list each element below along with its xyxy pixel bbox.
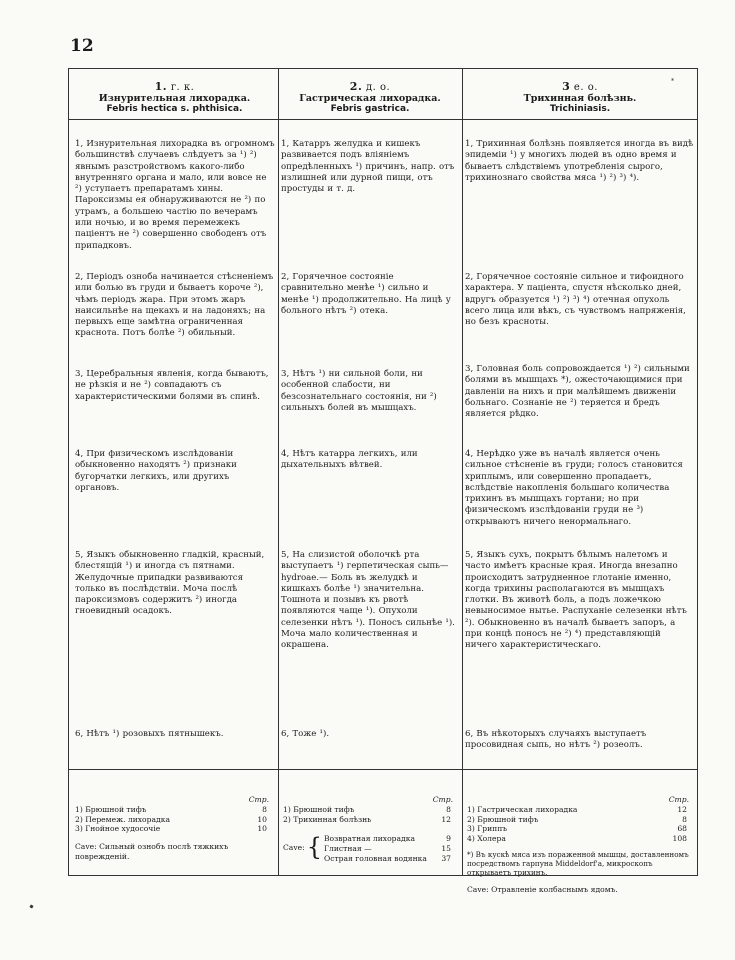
col3-item-3: 3, Головная боль сопровождается ¹) ²) сильными болями въ мышцахъ *), ожесточающимися при давленіи на нихъ и при малѣйшемъ движеніи больнаго. Сознаніе не ²) теряется и бредъ является рѣдко. [465, 364, 690, 420]
ref-row: 4) Холера 108 [467, 834, 687, 844]
col1-item-6: 6, Нѣтъ ¹) розовыхъ пятнышекъ. [75, 729, 224, 739]
col2-item-1: 1, Катарръ желудка и кишекъ развивается подъ вліяніемъ опредѣленныхъ ¹) причинъ, напр. отъ излишней или дурной пищи, отъ простуды и т. д. [281, 139, 455, 195]
col1-item-5: 5, Языкъ обыкновенно гладкій, красный, блестящій ¹) и иногда съ пятнами. Желудочные припадки развиваются только въ послѣдствіи. Моча послѣ пароксизмовъ содержитъ ²) иногда гноевидный осадокъ. [75, 550, 265, 617]
ref-row: 1) Брюшной тифъ 8 [283, 804, 451, 814]
column-title-ru: Гастрическая лихорадка. [299, 93, 441, 104]
col1-footer [75, 795, 273, 862]
page-column-header: Стр. [248, 795, 269, 804]
ref-row: 3) Гнойное худосочіе 10 [75, 824, 267, 834]
col2-footer [283, 795, 457, 864]
column-title-la: Trichiniasis. [549, 104, 611, 114]
asterisk-mark: * [671, 78, 674, 85]
ref-row: 2) Брюшной тифъ 8 [467, 814, 687, 824]
column-title-ru: Изнурительная лихорадка. [98, 93, 251, 104]
ref-row: 2) Перемеж. лихорадка 10 [75, 814, 267, 824]
col1-item-3: 3, Церебральныя явленія, когда бываютъ, не рѣзкія и не ²) совпадаютъ съ характеристическими болями въ спинѣ. [75, 369, 269, 402]
column-title-ru: Трихинная болѣзнь. [523, 93, 637, 104]
scan-speck [29, 904, 33, 908]
header-divider [69, 119, 697, 120]
page-column-header: Стр. [432, 795, 453, 804]
ref-row: 3) Гриппъ 68 [467, 824, 687, 834]
column-header-1: 1. г. к. Изнурительная лихорадка. Febris hectica s. phthisica. [77, 81, 272, 115]
col2-item-5: 5, На слизистой оболочкѣ рта выступаетъ ¹) герпетическая сыпь—hydroae.— Боль въ желудкѣ и кишкахъ болѣе ¹) значительна. Тошнота и позывъ къ рвотѣ появляются чаще ¹). Опухоли селезенки нѣтъ ¹). Поносъ сильнѣе ¹). Моча мало количественная и окрашена. [281, 550, 455, 651]
column-divider [462, 69, 463, 875]
page-column-header: Стр. [668, 795, 689, 804]
col2-item-3: 3, Нѣтъ ¹) ни сильной боли, ни особенной слабости, ни безсознательнаго состоянія, ни ²) сильныхъ болей въ мышцахъ. [281, 369, 437, 413]
column-header-2: 2. д. о. Гастрическая лихорадка. Febris gastrica. [281, 81, 459, 115]
ref-row: 1) Брюшной тифъ 8 [75, 804, 267, 814]
col2-item-6: 6, Тоже ¹). [281, 729, 330, 739]
comparison-table [68, 68, 698, 894]
col1-item-1: 1, Изнурительная лихорадка въ огромномъ большинствѣ случаевъ слѣдуетъ за ¹) ²) явнымъ разстройствомъ какого-либо внутренняго органа и мало, или вовсе не ²) уступаетъ препаратамъ хины. Пароксизмы ея обнаруживаются не ²) по утрамъ, а большею частію по вечерамъ или ночью, и во время перемежекъ паціентъ не ²) совершенно свободенъ отъ припадковъ. [75, 139, 275, 251]
col2-item-2: 2, Горячечное состояніе сравнительно менѣе ¹) сильно и менѣе ¹) продолжительно. На лицѣ у больного нѣтъ ²) отека. [281, 272, 451, 316]
col3-item-4: 4, Нерѣдко уже въ началѣ является очень сильное стѣсненіе въ груди; голосъ становится хриплымъ, или совершенно пропадаетъ, вслѣдствіе накопленія большаго количества трихинъ въ мышцахъ гортани; но при физическомъ изслѣдованіи груди не ³) открываютъ ничего ненормальнаго. [465, 449, 683, 527]
col3-item-5: 5, Языкъ сухъ, покрытъ бѣлымъ налетомъ и часто имѣетъ красные края. Иногда внезапно происходитъ затрудненное глотаніе именно, когда трихины располагаются въ мышцахъ глотки. Въ животѣ боль, а подъ ложечкою невыносимое нытье. Распуханіе селезенки нѣтъ ²). Обыкновенно въ началѣ бываетъ запоръ, а при концѣ поносъ не ²) ⁴) представляющій ничего характеристическаго. [465, 550, 687, 651]
column-divider [278, 69, 279, 875]
col3-footer [467, 795, 693, 895]
col3-item-2: 2, Горячечное состояніе сильное и тифоидного характера. У паціента, спустя нѣсколько дней, вдругъ образуется ¹) ²) ³) ⁴) отечная опухоль всего лица или вѣкъ, съ чувствомъ напряженія, но безъ красноты. [465, 272, 686, 328]
column-title-la: Febris hectica s. phthisica. [106, 104, 243, 114]
col3-item-6: 6, Въ нѣкоторыхъ случаяхъ выступаетъ просовидная сыпь, но нѣтъ ²) розеолъ. [465, 729, 647, 751]
ref-row: 2) Трихинная болѣзнь 12 [283, 814, 451, 824]
footnote: *) Въ кускѣ мяса изъ пораженной мышцы, доставленномъ посредствомъ гарпуна Middeldorf'a, микроскопъ открываетъ трихинъ. [467, 849, 689, 877]
col1-item-2: 2, Періодъ озноба начинается стѣсненіемъ или болью въ груди и бываетъ короче ²), чѣмъ періодъ жара. При этомъ жаръ наисильнѣе на щекахъ и на ладоняхъ; на первыхъ еще замѣтна ограниченная краснота. Потъ болѣе ²) обильный. [75, 272, 274, 339]
cave-note: Cave: Отравленіе колбаснымъ ядомъ. [467, 884, 618, 894]
ref-row: 1) Гастрическая лихорадка 12 [467, 804, 687, 814]
col1-item-4: 4, При физическомъ изслѣдованіи обыкновенно находятъ ²) признаки бугорчатки легкихъ, или другихъ органовъ. [75, 449, 237, 493]
col3-item-1: 1, Трихинная болѣзнь появляется иногда въ видѣ эпидеміи ¹) у многихъ людей въ одно время и бываетъ слѣдствіемъ употребленія сырого, трихинознаго свойства мяса ¹) ²) ³) ⁴). [465, 139, 694, 183]
col2-item-4: 4, Нѣтъ катарра легкихъ, или дыхательныхъ вѣтвей. [281, 449, 418, 471]
cave-list: Cave: { Возвратная лихорадка 9 Глистная — 15 Острая головная водянка 37 [283, 833, 451, 863]
page-number: 12 [70, 36, 94, 56]
column-title-la: Febris gastrica. [330, 104, 410, 114]
brace-icon: { [306, 833, 322, 862]
column-header-3: 3 е. о. Трихинная болѣзнь. Trichiniasis. [465, 81, 695, 115]
footer-divider [69, 769, 697, 770]
cave-note: Cave: Сильный ознобъ послѣ тяжкихъ поврежденій. [75, 842, 229, 861]
